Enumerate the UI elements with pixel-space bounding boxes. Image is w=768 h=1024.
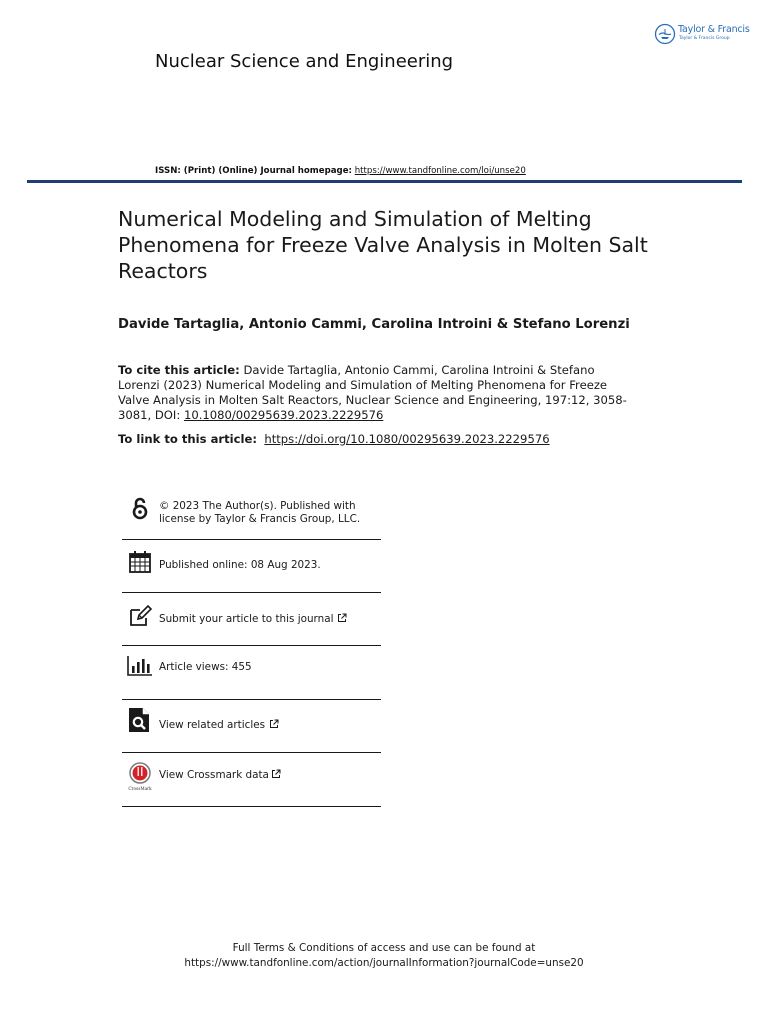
crossmark-row[interactable]	[122, 753, 381, 807]
crossmark-label: View Crossmark data	[159, 769, 269, 781]
journal-title: Nuclear Science and Engineering	[155, 51, 454, 72]
footer-terms-url[interactable]: https://www.tandfonline.com/action/journalInformation?journalCode=unse20	[184, 957, 584, 969]
issn-line	[155, 166, 526, 176]
bar-chart-icon	[127, 653, 153, 679]
submit-row[interactable]	[122, 593, 381, 646]
related-articles-link[interactable]	[159, 719, 279, 732]
related-row[interactable]	[122, 700, 381, 753]
article-title: Numerical Modeling and Simulation of Melting Phenomena for Freeze Valve Analysis in Molten Salt Reactors	[118, 207, 648, 283]
issn-label: ISSN: (Print) (Online) Journal homepage:	[155, 166, 352, 176]
citation-text: Davide Tartaglia, Antonio Cammi, Carolina Introini & Stefano Lorenzi (2023) Numerical Modeling and Simulation of Melting Phenomena for Freeze Valve Analysis in Molten Salt Reactors, Nuclear Science and Engineering, 197:12, 3058-3081, DOI:	[118, 363, 627, 422]
copyright-text: © 2023 The Author(s). Published with license by Taylor & Francis Group, LLC.	[159, 500, 361, 525]
edit-icon	[127, 603, 153, 629]
external-link-icon	[269, 719, 279, 729]
header-divider	[27, 180, 742, 183]
citation-label: To cite this article:	[118, 363, 240, 377]
views-row	[122, 646, 381, 700]
publisher-logo-subtext: Taylor & Francis Group	[679, 36, 730, 41]
citation-doi-link[interactable]: 10.1080/00295639.2023.2229576	[183, 408, 384, 422]
submit-article-link[interactable]	[159, 613, 347, 626]
external-link-icon	[271, 769, 281, 779]
crossmark-link[interactable]	[159, 769, 281, 782]
footer	[0, 941, 768, 971]
related-articles-label: View related articles	[159, 719, 266, 731]
taylor-francis-logo-icon	[654, 23, 676, 45]
crossmark-icon	[127, 762, 153, 792]
article-info-panel	[122, 487, 381, 807]
published-date-text: Published online: 08 Aug 2023.	[159, 559, 321, 571]
publisher-logo[interactable]	[654, 22, 754, 48]
document-search-icon	[127, 707, 153, 733]
publisher-logo-text: Taylor & Francis	[678, 24, 750, 35]
article-views-text: Article views: 455	[159, 661, 252, 673]
open-access-icon	[127, 496, 153, 522]
article-link-line	[118, 432, 550, 446]
citation-block	[118, 363, 638, 423]
footer-terms-text: Full Terms & Conditions of access and use can be found at	[232, 942, 536, 954]
article-authors: Davide Tartaglia, Antonio Cammi, Carolina Introini & Stefano Lorenzi	[118, 317, 630, 332]
submit-article-label: Submit your article to this journal	[159, 613, 334, 625]
published-row	[122, 540, 381, 593]
article-doi-url[interactable]: https://doi.org/10.1080/00295639.2023.2229576	[264, 432, 550, 446]
article-link-label: To link to this article:	[118, 432, 257, 446]
calendar-icon	[127, 549, 153, 575]
crossmark-logo-text: CrossMark	[128, 786, 152, 791]
copyright-row	[122, 487, 381, 540]
journal-homepage-link[interactable]: https://www.tandfonline.com/loi/unse20	[354, 166, 526, 176]
external-link-icon	[337, 613, 347, 623]
